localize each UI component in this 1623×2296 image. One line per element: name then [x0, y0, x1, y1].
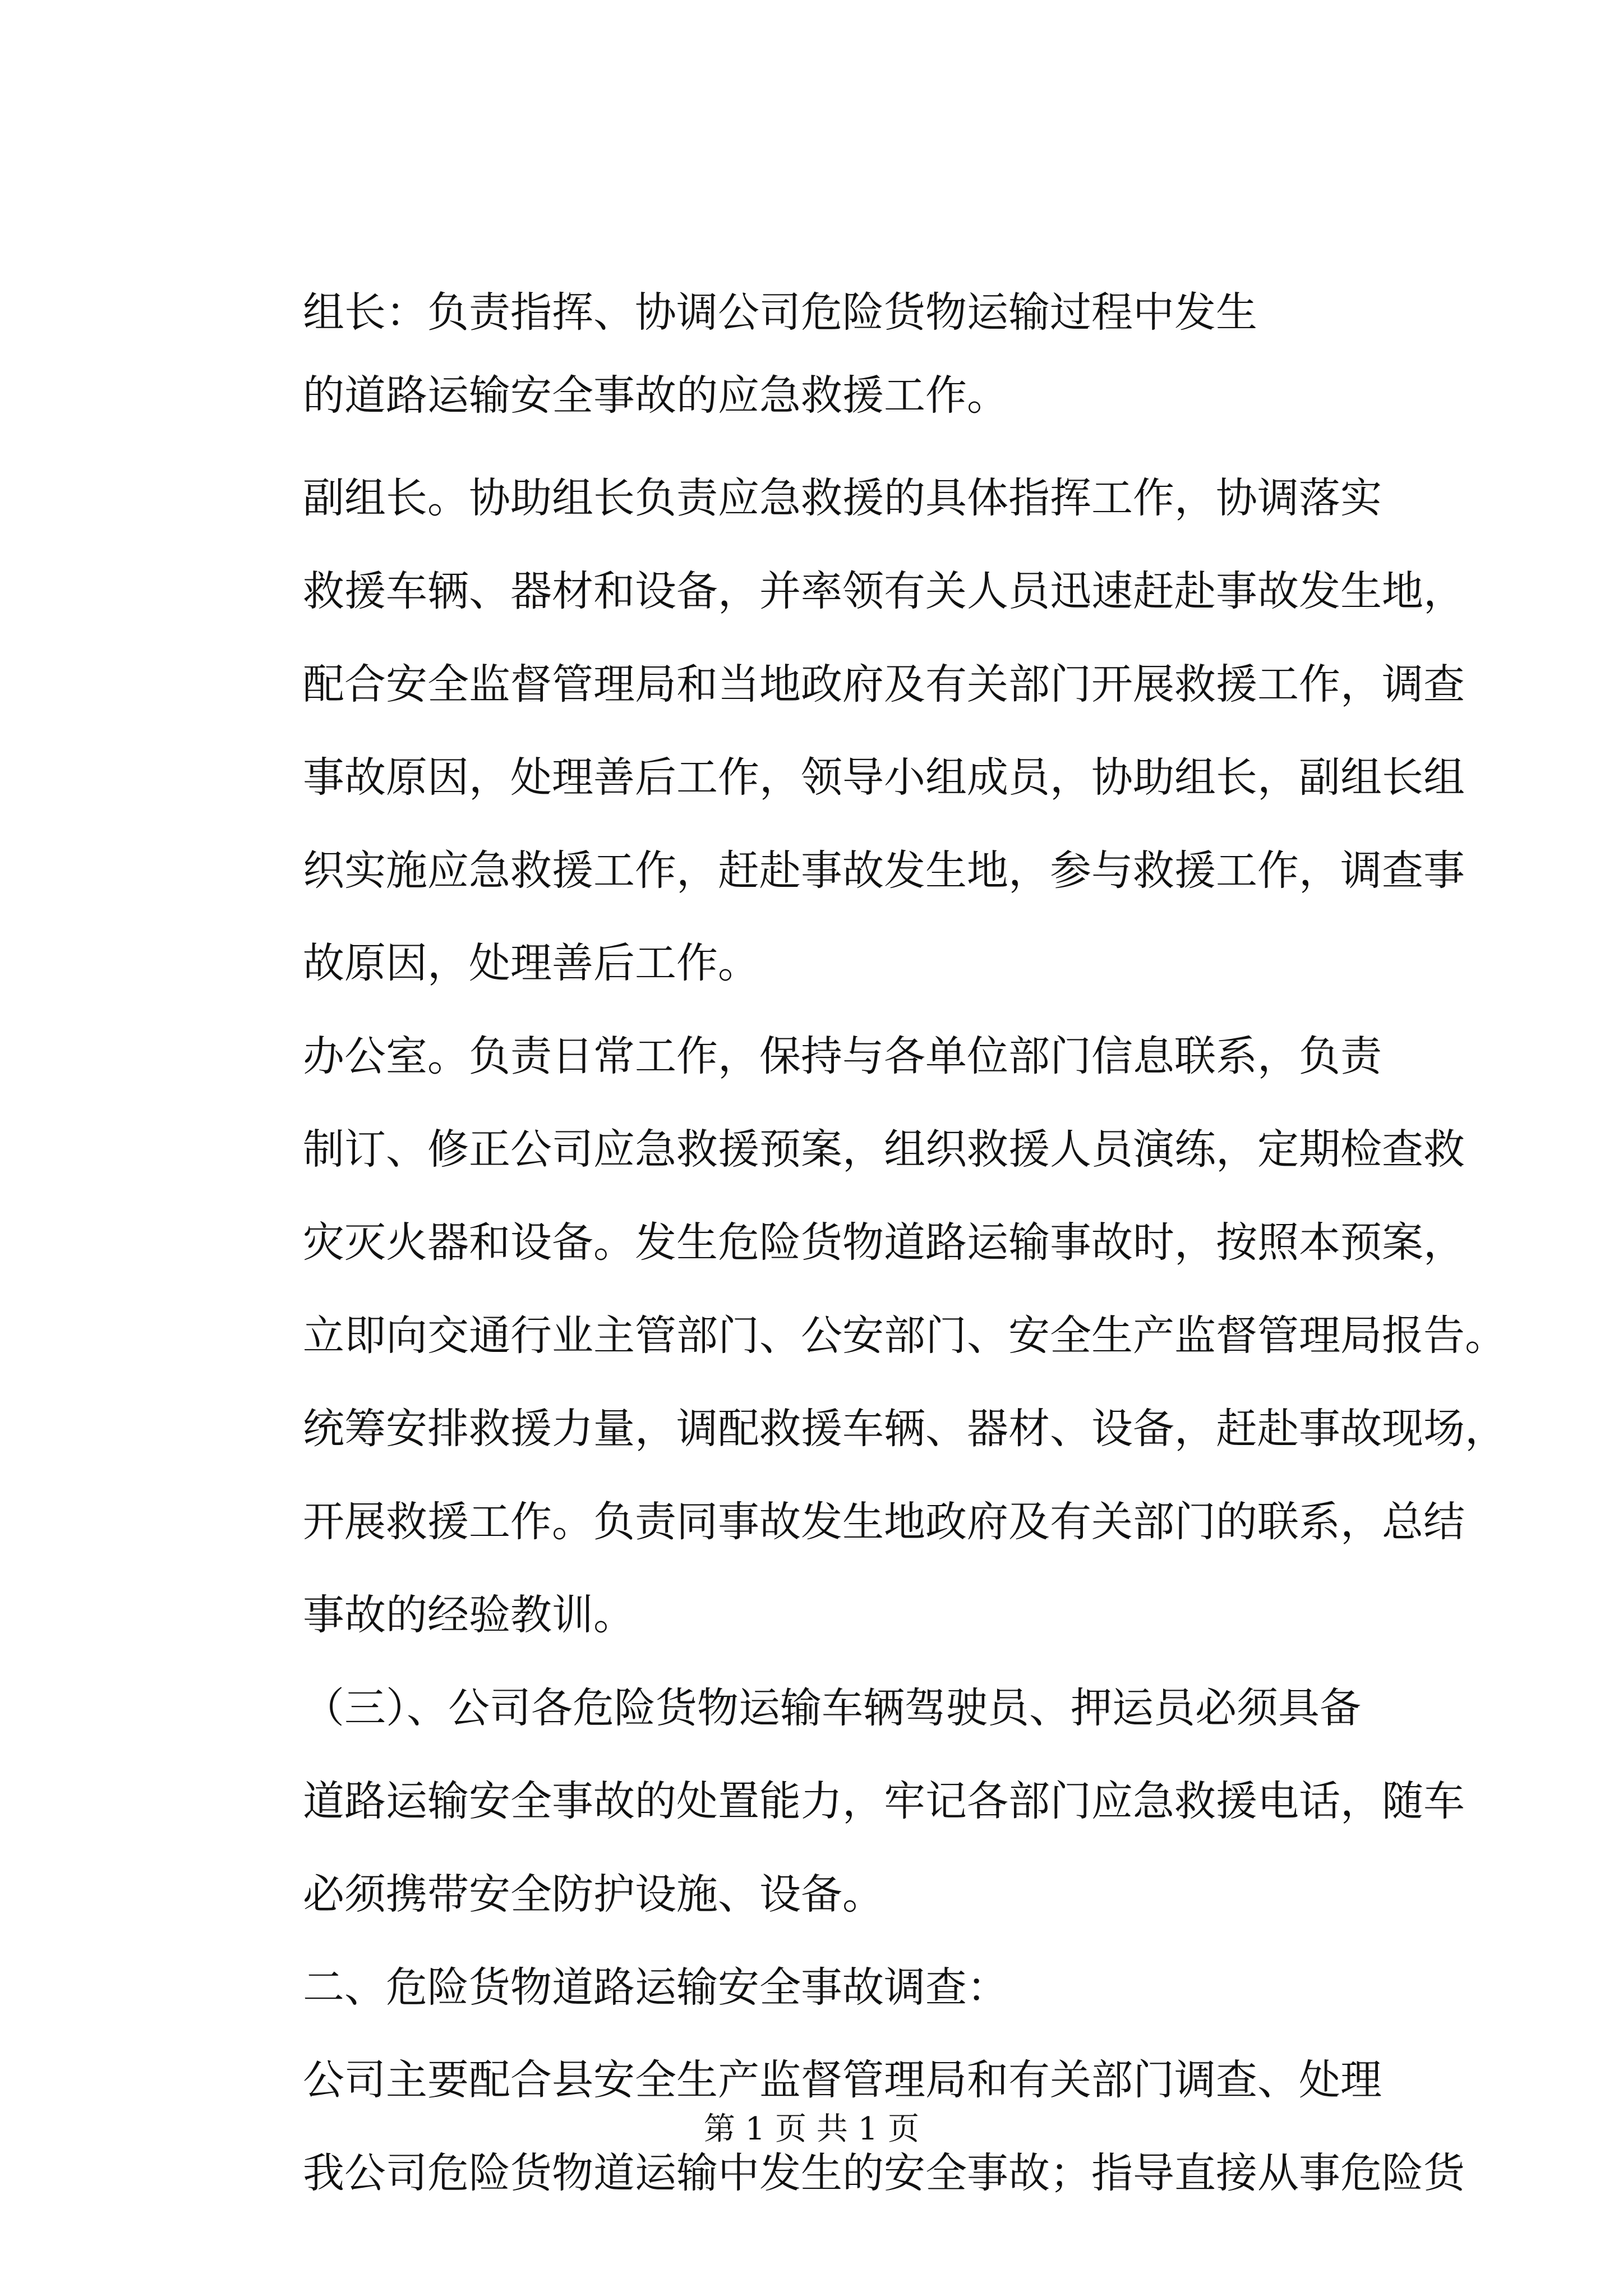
- text-line: 织实施应急救援工作，赶赴事故发生地，参与救援工作，调查事: [303, 846, 1465, 895]
- text-line: 副组长。协助组长负责应急救援的具体指挥工作，协调落实: [303, 474, 1382, 522]
- text-line: 制订、修正公司应急救援预案，组织救援人员演练，定期检查救: [303, 1125, 1465, 1174]
- page-footer: 第 1 页 共 1 页: [703, 2111, 920, 2147]
- text-line: 我公司危险货物道运输中发生的安全事故；指导直接从事危险货: [303, 2149, 1465, 2197]
- text-line: 二、危险货物道路运输安全事故调查：: [303, 1963, 1008, 2012]
- text-line: 立即向交通行业主管部门、公安部门、安全生产监督管理局报告。: [303, 1312, 1506, 1360]
- text-line: 事故的经验教训。: [303, 1591, 635, 1639]
- text-line: 救援车辆、器材和设备，并率领有关人员迅速赶赴事故发生地，: [303, 567, 1465, 615]
- text-line: 组长：负责指挥、协调公司危险货物运输过程中发生: [303, 288, 1257, 337]
- text-line: 道路运输安全事故的处置能力，牢记各部门应急救援电话，随车: [303, 1777, 1465, 1825]
- text-line: 必须携带安全防护设施、设备。: [303, 1870, 884, 1918]
- text-line: 的道路运输安全事故的应急救援工作。: [303, 371, 1008, 420]
- text-line: 统筹安排救援力量，调配救援车辆、器材、设备，赶赴事故现场，: [303, 1405, 1506, 1453]
- text-line: 配合安全监督管理局和当地政府及有关部门开展救援工作，调查: [303, 660, 1465, 708]
- text-line: 灾灭火器和设备。发生危险货物道路运输事故时，按照本预案，: [303, 1218, 1465, 1267]
- text-line: 事故原因，处理善后工作，领导小组成员，协助组长，副组长组: [303, 753, 1465, 802]
- text-line: 办公室。负责日常工作，保持与各单位部门信息联系，负责: [303, 1032, 1382, 1080]
- text-line: 故原因，处理善后工作。: [303, 939, 759, 987]
- text-line: 开展救援工作。负责同事故发生地政府及有关部门的联系，总结: [303, 1498, 1465, 1546]
- text-line: 公司主要配合县安全生产监督管理局和有关部门调查、处理: [303, 2056, 1382, 2104]
- text-line: （三）、公司各危险货物运输车辆驾驶员、押运员必须具备: [303, 1684, 1361, 1732]
